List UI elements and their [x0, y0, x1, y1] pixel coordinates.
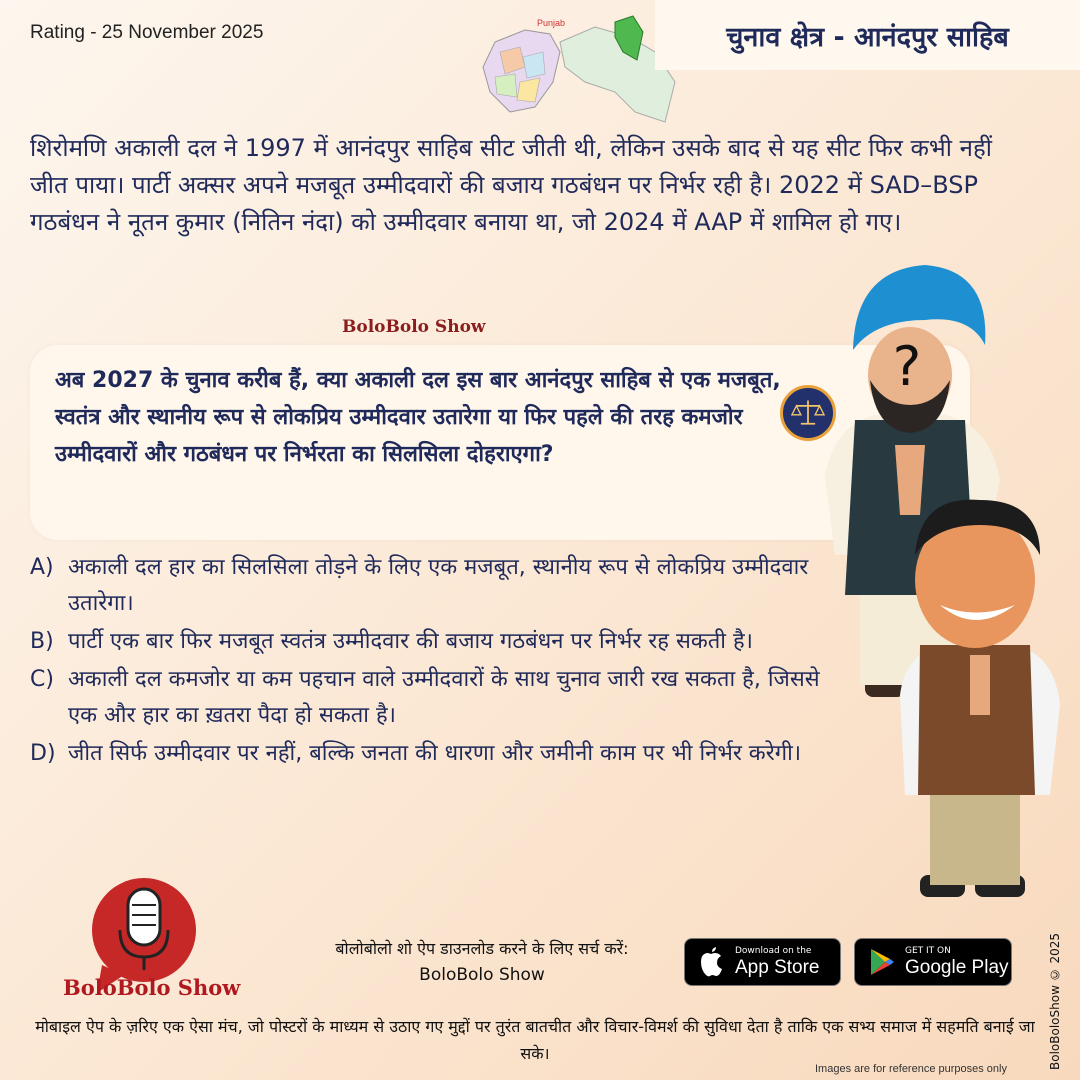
poll-question: अब 2027 के चुनाव करीब हैं, क्या अकाली दल इस बार आनंदपुर साहिब से एक मजबूत, स्वतंत्र और स्थानीय रूप से लोकप्रिय उम्मीदवार उतारेगा या फिर पहले की तरह कमजोर उम्मीदवारों और गठबंधन पर निर्भरता का सिलसिला दोहराएगा? — [55, 368, 781, 467]
poll-option-c[interactable] — [30, 662, 850, 734]
option-text: जीत सिर्फ उम्मीदवार पर नहीं, बल्कि जनता की धारणा और जमीनी काम पर भी निर्भर करेगी। — [68, 741, 802, 766]
store-big-label: Google Play — [905, 956, 1009, 978]
apple-icon — [693, 944, 729, 980]
app-store-button[interactable] — [684, 938, 841, 986]
download-text: बोलोबोलो शो ऐप डाउनलोड करने के लिए सर्च करें: — [335, 939, 629, 958]
svg-text:?: ? — [892, 335, 922, 398]
store-small-label: GET IT ON — [905, 945, 951, 956]
footer-description: मोबाइल ऐप के ज़रिए एक ऐसा मंच, जो पोस्टरों के माध्यम से उठाए गए मुद्दों पर तुरंत बातचीत और विचार-विमर्श की सुविधा देता है ताकि एक सभ्य समाज में सहमति बनाई जा सके। — [35, 1017, 1035, 1063]
brand-logo-text: BoloBolo Show — [63, 975, 241, 1000]
option-letter: B) — [30, 629, 54, 654]
rating-date: Rating - 25 November 2025 — [30, 22, 264, 43]
poll-option-a[interactable] — [30, 550, 850, 622]
constituency-title: चुनाव क्षेत्र - आनंदपुर साहिब — [726, 21, 1009, 53]
intro-paragraph: शिरोमणि अकाली दल ने 1997 में आनंदपुर साहिब सीट जीती थी, लेकिन उसके बाद से यह सीट फिर कभी नहीं जीत पाया। पार्टी अक्सर अपने मजबूत उम्मीदवारों की बजाय गठबंधन पर निर्भर रही है। 2022 में SAD–BSP गठबंधन ने नूतन कुमार (नितिन नंदा) को उम्मीदवार बनाया था, जो 2024 में AAP में शामिल हो गए। — [30, 134, 992, 236]
option-text: अकाली दल कमजोर या कम पहचान वाले उम्मीदवारों के साथ चुनाव जारी रख सकता है, जिससे एक और हार का ख़तरा पैदा हो सकता है। — [68, 667, 820, 728]
store-big-label: App Store — [735, 956, 820, 978]
option-letter: C) — [30, 667, 54, 692]
google-play-icon — [863, 944, 899, 980]
option-text: पार्टी एक बार फिर मजबूत स्वतंत्र उम्मीदवार की बजाय गठबंधन पर निर्भर रह सकती है। — [68, 629, 753, 654]
poll-option-d[interactable] — [30, 736, 850, 772]
poll-option-b[interactable] — [30, 624, 850, 660]
map-label: Punjab — [537, 18, 566, 28]
brand-watermark: BoloBolo Show — [342, 317, 486, 337]
option-text: अकाली दल हार का सिलसिला तोड़ने के लिए एक मजबूत, स्थानीय रूप से लोकप्रिय उम्मीदवार उतारेगा। — [68, 555, 809, 616]
app-search-name: BoloBolo Show — [419, 965, 545, 985]
disclaimer-text: Images are for reference purposes only — [815, 1063, 1007, 1075]
copyright-text: BoloBoloShow © 2025 — [1048, 932, 1062, 1070]
option-letter: A) — [30, 555, 54, 580]
store-small-label: Download on the — [735, 945, 812, 956]
download-instructions — [282, 935, 682, 989]
poll-options — [30, 550, 850, 774]
smiling-man-illustration — [890, 495, 1065, 905]
option-letter: D) — [30, 741, 56, 766]
google-play-button[interactable] — [854, 938, 1012, 986]
punjab-map-illustration — [465, 12, 685, 132]
constituency-banner — [655, 0, 1080, 70]
